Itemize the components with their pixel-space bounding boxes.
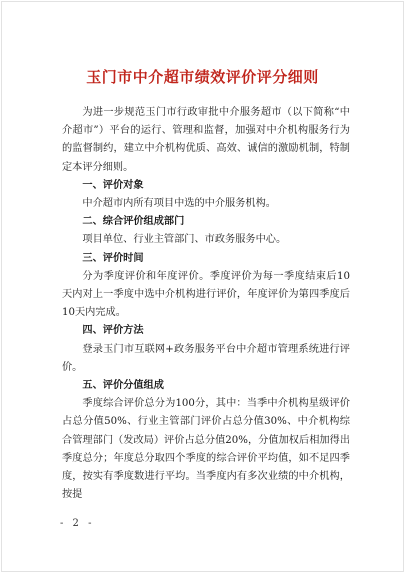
section-heading-evaluation-target: 一、评价对象 xyxy=(82,179,144,191)
section-body-evaluation-time: 分为季度评价和年度评价。季度评价为每一季度结束后10天内对上一季度中选中介机构进行评价，年度评价为第四季度后10天内完成。 xyxy=(62,270,350,319)
section-heading-evaluation-time: 三、评价时间 xyxy=(82,252,144,264)
section-heading-score-composition: 五、评价分值组成 xyxy=(82,380,164,392)
document-body xyxy=(62,104,350,504)
section-body-evaluation-target: 中介超市内所有项目中选的中介服务机构。 xyxy=(82,198,276,210)
section-body-evaluation-departments: 项目单位、行业主管部门、市政务服务中心。 xyxy=(82,234,287,246)
section-heading-evaluation-method: 四、评价方法 xyxy=(82,325,144,337)
page-number: - 2 - xyxy=(60,518,95,529)
section-body-score-composition: 季度综合评价总分为100分，其中：当季中介机构星级评价占总分值50%、行业主管部门评价占总分值30%、中介机构综合管理部门（发改局）评价占总分值20%，分值加权后相加得出季度总分；年度总分取四个季度的综合评价平均值，如不足四季度，按实有季度数进行平均。当季度内有多次业绩的中介机构，按提 xyxy=(62,398,350,501)
section-heading-evaluation-departments: 二、综合评价组成部门 xyxy=(82,216,185,228)
document-title: 玉门市中介超市绩效评价评分细则 xyxy=(86,68,319,86)
section-body-evaluation-method: 登录玉门市互联网+政务服务平台中介超市管理系统进行评价。 xyxy=(62,343,350,373)
intro-paragraph: 为进一步规范玉门市行政审批中介服务超市（以下简称“中介超市”）平台的运行、管理和监督，加强对中介机构服务行为的监督制约，建立中介机构优质、高效、诚信的激励机制，特制定本评分细则。 xyxy=(62,107,350,173)
